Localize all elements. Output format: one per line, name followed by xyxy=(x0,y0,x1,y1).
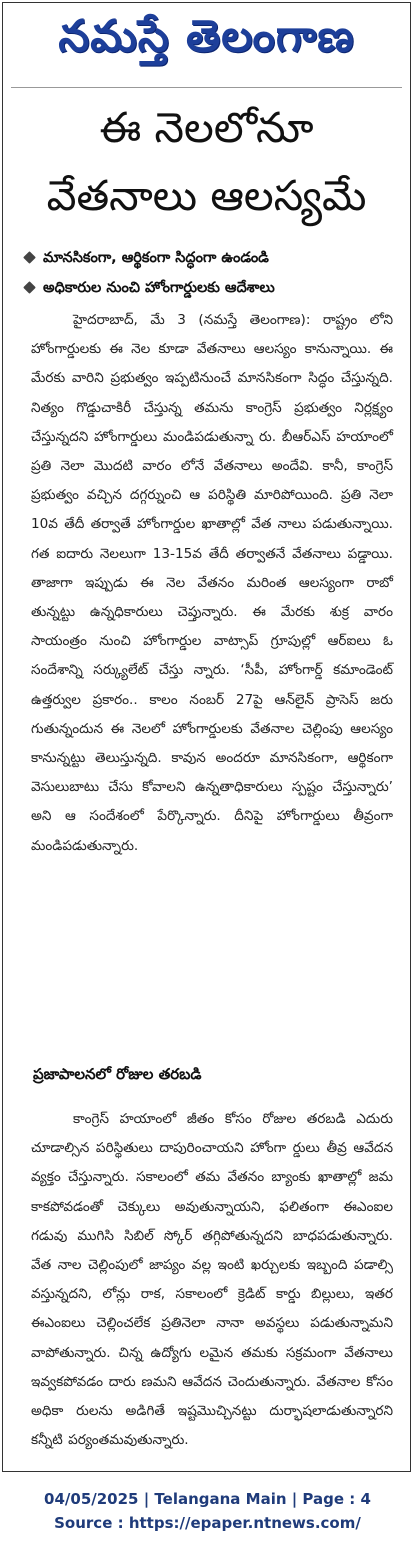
masthead xyxy=(3,3,410,81)
footer-date-edition: 04/05/2025 | Telangana Main | Page : 4 xyxy=(44,1490,371,1508)
footer-source: Source : https://epaper.ntnews.com/ xyxy=(54,1514,361,1532)
clipping-frame xyxy=(2,2,411,1472)
bullet-icon xyxy=(23,251,36,264)
bullet-item xyxy=(25,273,405,303)
article-paragraph-1: హైదరాబాద్, మే 3 (నమస్తే తెలంగాణ): రాష్ట్రం లోని హోంగార్డులకు ఈ నెల కూడా వేతనాలు ఆలస్యం కానున్నాయి. ఈ మేరకు వారిని ప్రభుత్వం ఇప్పటినుంచే మానసికంగా సిద్ధం చేస్తున్నది. నిత్యం గొడ్డుచాకిరీ చేస్తున్న తమను కాంగ్రెస్ ప్రభుత్వం నిర్లక్ష్యం చేస్తున్నదని హోంగార్డులు మండిపడుతున్నా రు. బీఆర్ఎస్ హయాంలో ప్రతి నెలా మొదటి వారం లోనే వేతనాలు అందేవి. కానీ, కాంగ్రెస్ ప్రభుత్వం వచ్చిన దగ్గర్నుంచి ఆ పరిస్థితి మారిపోయింది. ప్రతి నెలా 10వ తేదీ తర్వాతే హోంగార్డుల ఖాతాల్లో వేత నాలు పడుతున్నాయి. గత ఐదారు నెలలుగా 13-15వ తేదీ తర్వాతనే వేతనాలు పడ్డాయి. తాజాగా ఇప్పుడు ఈ నెల వేతనం మరింత ఆలస్యంగా రాబో తున్నట్టు ఉన్నధికారులు చెప్తున్నారు. ఈ మేరకు శుక్ర వారం సాయంత్రం నుంచి హోంగార్డుల వాట్సాప్ గ్రూపుల్లో ఆర్ఐలు ఓ సందేశాన్ని సర్క్యులేట్ చేస్తు న్నారు. ‘సీపీ, హోంగార్డ్ కమాండెంట్ ఉత్తర్వుల ప్రకారం.. కాలం నంబర్ 27పై ఆన్‌లైన్ ప్రాసెస్ జరు గుతున్నందున ఈ నెలలో హోంగార్డులకు వేతనాల చెల్లింపు ఆలస్యం కానున్నట్టు తెలుస్తున్నది. కావున అందరూ మానసికంగా, ఆర్థికంగా వెసులుబాటు చేసు కోవాలని ఉన్నతాధికారులు స్పష్టం చేస్తున్నారు’ అని ఆ సందేశంలో పేర్కొన్నారు. దీనిపై హోంగార్డులు తీవ్రంగా మండిపడుతున్నారు. xyxy=(31,312,393,854)
bullet-item xyxy=(25,243,405,273)
subheading: ప్రజాపాలనలో రోజుల తరబడి xyxy=(33,1065,202,1083)
bullet-text: మానసికంగా, ఆర్థికంగా సిద్ధంగా ఉండండి xyxy=(43,250,269,266)
bullet-list xyxy=(25,243,405,303)
bullet-text: అధికారుల నుంచి హోంగార్డులకు ఆదేశాలు xyxy=(43,280,275,296)
headline-line-2: వేతనాలు ఆలస్యమే xyxy=(46,171,367,220)
article-paragraph-2: కాంగ్రెస్ హయాంలో జీతం కోసం రోజుల తరబడి ఎదురు చూడాల్సిన పరిస్థితులు దాపురించాయని హోంగా ర్డులు తీవ్ర ఆవేదన వ్యక్తం చేస్తున్నారు. సకాలంలో తమ వేతనం బ్యాంకు ఖాతాల్లో జమ కాకపోవడంతో చెక్కులు అవుతున్నాయని, ఫలితంగా ఈఎంఐల గడువు ముగిసి సిబిల్ స్కోర్ తగ్గిపోతున్నదని బాధపడుతున్నారు. వేత నాల చెల్లింపులో జాప్యం వల్ల ఇంటి ఖర్చులకు ఇబ్బంది పడాల్సి వస్తున్నదని, లోన్లు రాక, సకాలంలో క్రెడిట్ కార్డు బిల్లులు, ఇతర ఈఎంఐలు చెల్లించలేక ప్రతినెలా నానా అవస్థలు పడుతున్నామని వాపోతున్నారు. చిన్న ఉద్యోగు లమైన తమకు సక్రమంగా వేతనాలు ఇవ్వకపోవడం దారు ణమని ఆవేదన చెందుతున్నారు. వేతనాల కోసం అధికా రులను అడిగితే ఇష్టమొచ్చినట్టు దుర్భాషలాడుతున్నారని కన్నీటి పర్యంతమవుతున్నారు. xyxy=(31,1111,393,1449)
masthead-divider xyxy=(11,87,402,88)
headline-line-1: ఈ నెలలోనూ xyxy=(99,103,314,152)
bullet-icon xyxy=(23,281,36,294)
newspaper-logo: నమస్తే తెలంగాణ xyxy=(58,11,355,62)
